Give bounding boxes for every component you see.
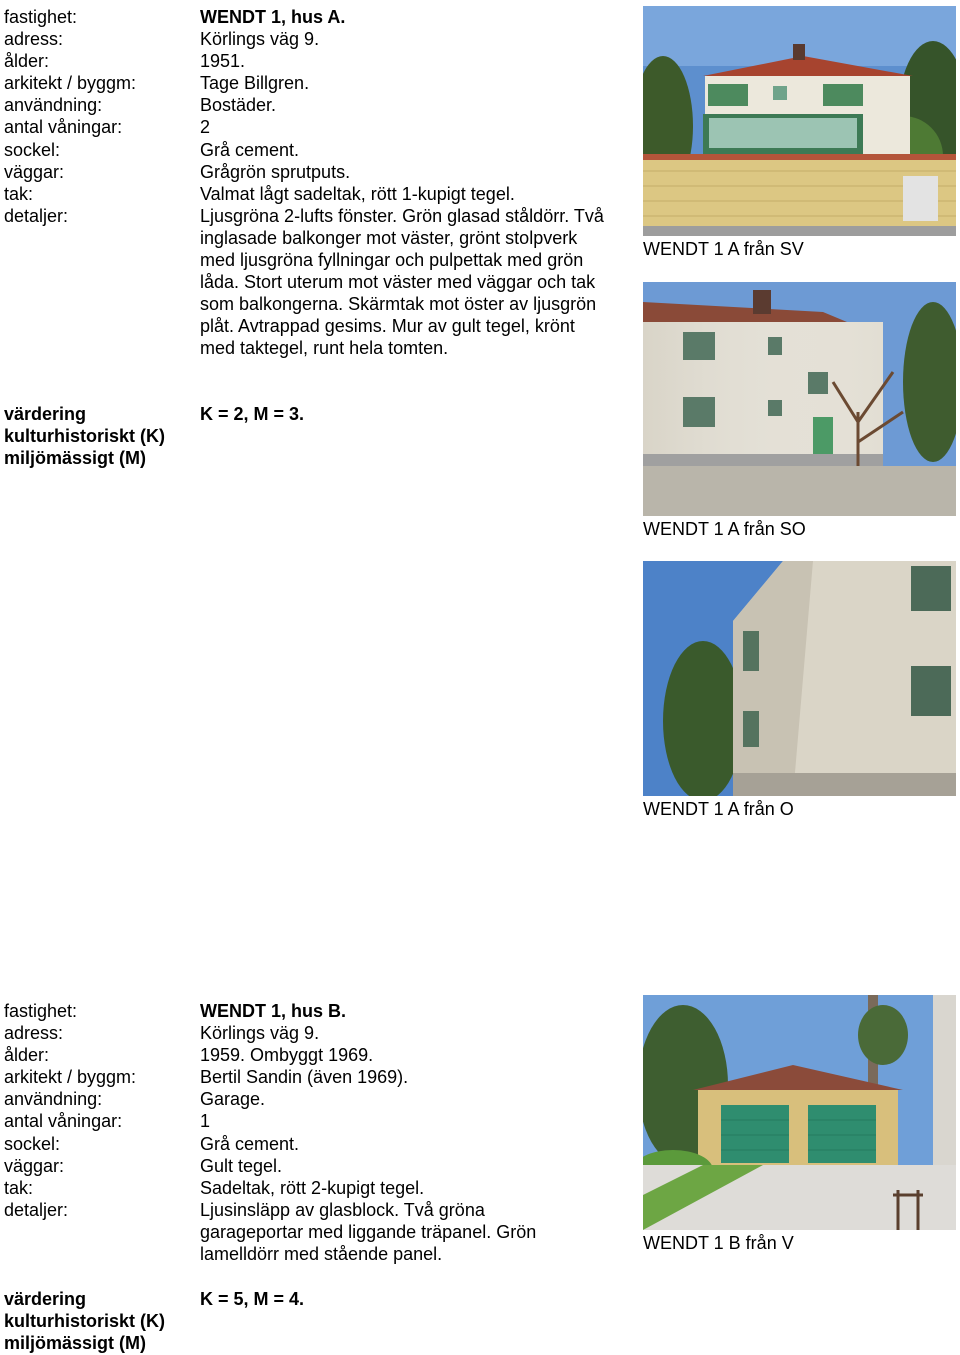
field-value: 1951. — [200, 51, 246, 72]
field-label: arkitekt / byggm: — [4, 73, 137, 94]
field-label: antal våningar: — [4, 1111, 123, 1132]
row-sockel — [4, 139, 624, 161]
field-label: sockel: — [4, 139, 61, 160]
row-detaljer — [4, 205, 624, 360]
field-label: arkitekt / byggm: — [4, 1067, 137, 1088]
row-antal-vaningar — [4, 116, 624, 138]
field-value: WENDT 1, hus A. — [200, 7, 346, 27]
field-value: Tage Billgren. — [200, 73, 310, 94]
caption-wendt-1a-o: WENDT 1 A från O — [643, 799, 794, 819]
property-b-details — [4, 1000, 624, 1265]
field-value: Körlings väg 9. — [200, 1023, 320, 1044]
rating-value: K = 2, M = 3. — [200, 404, 305, 424]
field-value: Ljusinsläpp av glasblock. Två gröna garageportar med liggande träpanel. Grön lamelldörr med stående panel. — [200, 1199, 537, 1265]
field-value: 1959. Ombyggt 1969. — [200, 1045, 374, 1066]
caption-wendt-1a-sv: WENDT 1 A från SV — [643, 239, 804, 259]
caption-wendt-1b-v: WENDT 1 B från V — [643, 1233, 794, 1253]
field-label: väggar: — [4, 1155, 65, 1176]
row-fastighet — [4, 1000, 624, 1022]
field-label: adress: — [4, 29, 64, 50]
row-tak — [4, 183, 624, 205]
row-adress — [4, 1022, 624, 1044]
row-vaggar — [4, 161, 624, 183]
field-label: antal våningar: — [4, 117, 123, 138]
rating-label: värdering — [4, 404, 87, 424]
row-tak — [4, 1177, 624, 1199]
field-label: tak: — [4, 183, 34, 204]
field-label: fastighet: — [4, 1001, 78, 1021]
field-label: tak: — [4, 1177, 34, 1198]
row-fastighet — [4, 6, 624, 28]
field-value: WENDT 1, hus B. — [200, 1001, 347, 1021]
field-value: Bertil Sandin (även 1969). — [200, 1067, 409, 1088]
field-label: fastighet: — [4, 7, 78, 27]
field-value: Gult tegel. — [200, 1155, 283, 1176]
caption-wendt-1a-so: WENDT 1 A från SO — [643, 519, 806, 539]
field-value: Grå cement. — [200, 139, 300, 160]
rating-label: miljömässigt (M) — [4, 448, 147, 469]
field-value: Sadeltak, rött 2-kupigt tegel. — [200, 1177, 425, 1198]
row-arkitekt — [4, 72, 624, 94]
field-value: Garage. — [200, 1089, 266, 1110]
field-value: Grågrön sprutputs. — [200, 161, 351, 182]
rating-label: kulturhistoriskt (K) — [4, 426, 166, 447]
row-alder — [4, 50, 624, 72]
row-vaggar — [4, 1155, 624, 1177]
row-detaljer — [4, 1199, 624, 1265]
photo-wendt-1a-sv — [643, 6, 956, 236]
field-value: Ljusgröna 2-lufts fönster. Grön glasad ståldörr. Två inglasade balkonger mot väster, grönt stolpverk med ljusgröna fyllningar och pulpettak med grön låda. Stort uterum mot väster med väggar och tak som balkongerna. Skärmtak mot öster av ljusgrön plåt. Avtrappad gesims. Mur av gult tegel, krönt med taktegel, runt hela tomten. — [200, 205, 604, 359]
property-b-rating — [4, 1288, 604, 1354]
row-arkitekt — [4, 1066, 624, 1088]
field-label: användning: — [4, 1089, 103, 1110]
field-label: adress: — [4, 1023, 64, 1044]
field-value: 2 — [200, 117, 211, 138]
field-label: ålder: — [4, 51, 50, 72]
rating-label: kulturhistoriskt (K) — [4, 1311, 166, 1332]
photo-wendt-1a-so — [643, 282, 956, 516]
row-antal-vaningar — [4, 1110, 624, 1132]
field-label: ålder: — [4, 1045, 50, 1066]
field-value: Körlings väg 9. — [200, 29, 320, 50]
photo-wendt-1b-v — [643, 995, 956, 1230]
property-a-rating — [4, 403, 604, 469]
field-label: väggar: — [4, 161, 65, 182]
field-value: Grå cement. — [200, 1133, 300, 1154]
rating-label: miljömässigt (M) — [4, 1333, 147, 1354]
field-value: Bostäder. — [200, 95, 277, 116]
field-label: detaljer: — [4, 1199, 69, 1220]
rating-value: K = 5, M = 4. — [200, 1289, 305, 1309]
row-adress — [4, 28, 624, 50]
row-anvandning — [4, 1088, 624, 1110]
property-a-details — [4, 6, 624, 360]
field-label: detaljer: — [4, 205, 69, 226]
field-value: Valmat lågt sadeltak, rött 1-kupigt tegel. — [200, 183, 515, 204]
row-alder — [4, 1044, 624, 1066]
field-label: sockel: — [4, 1133, 61, 1154]
rating-label: värdering — [4, 1289, 87, 1309]
field-value: 1 — [200, 1111, 211, 1132]
photo-wendt-1a-o — [643, 561, 956, 796]
row-sockel — [4, 1133, 624, 1155]
field-label: användning: — [4, 95, 103, 116]
row-anvandning — [4, 94, 624, 116]
